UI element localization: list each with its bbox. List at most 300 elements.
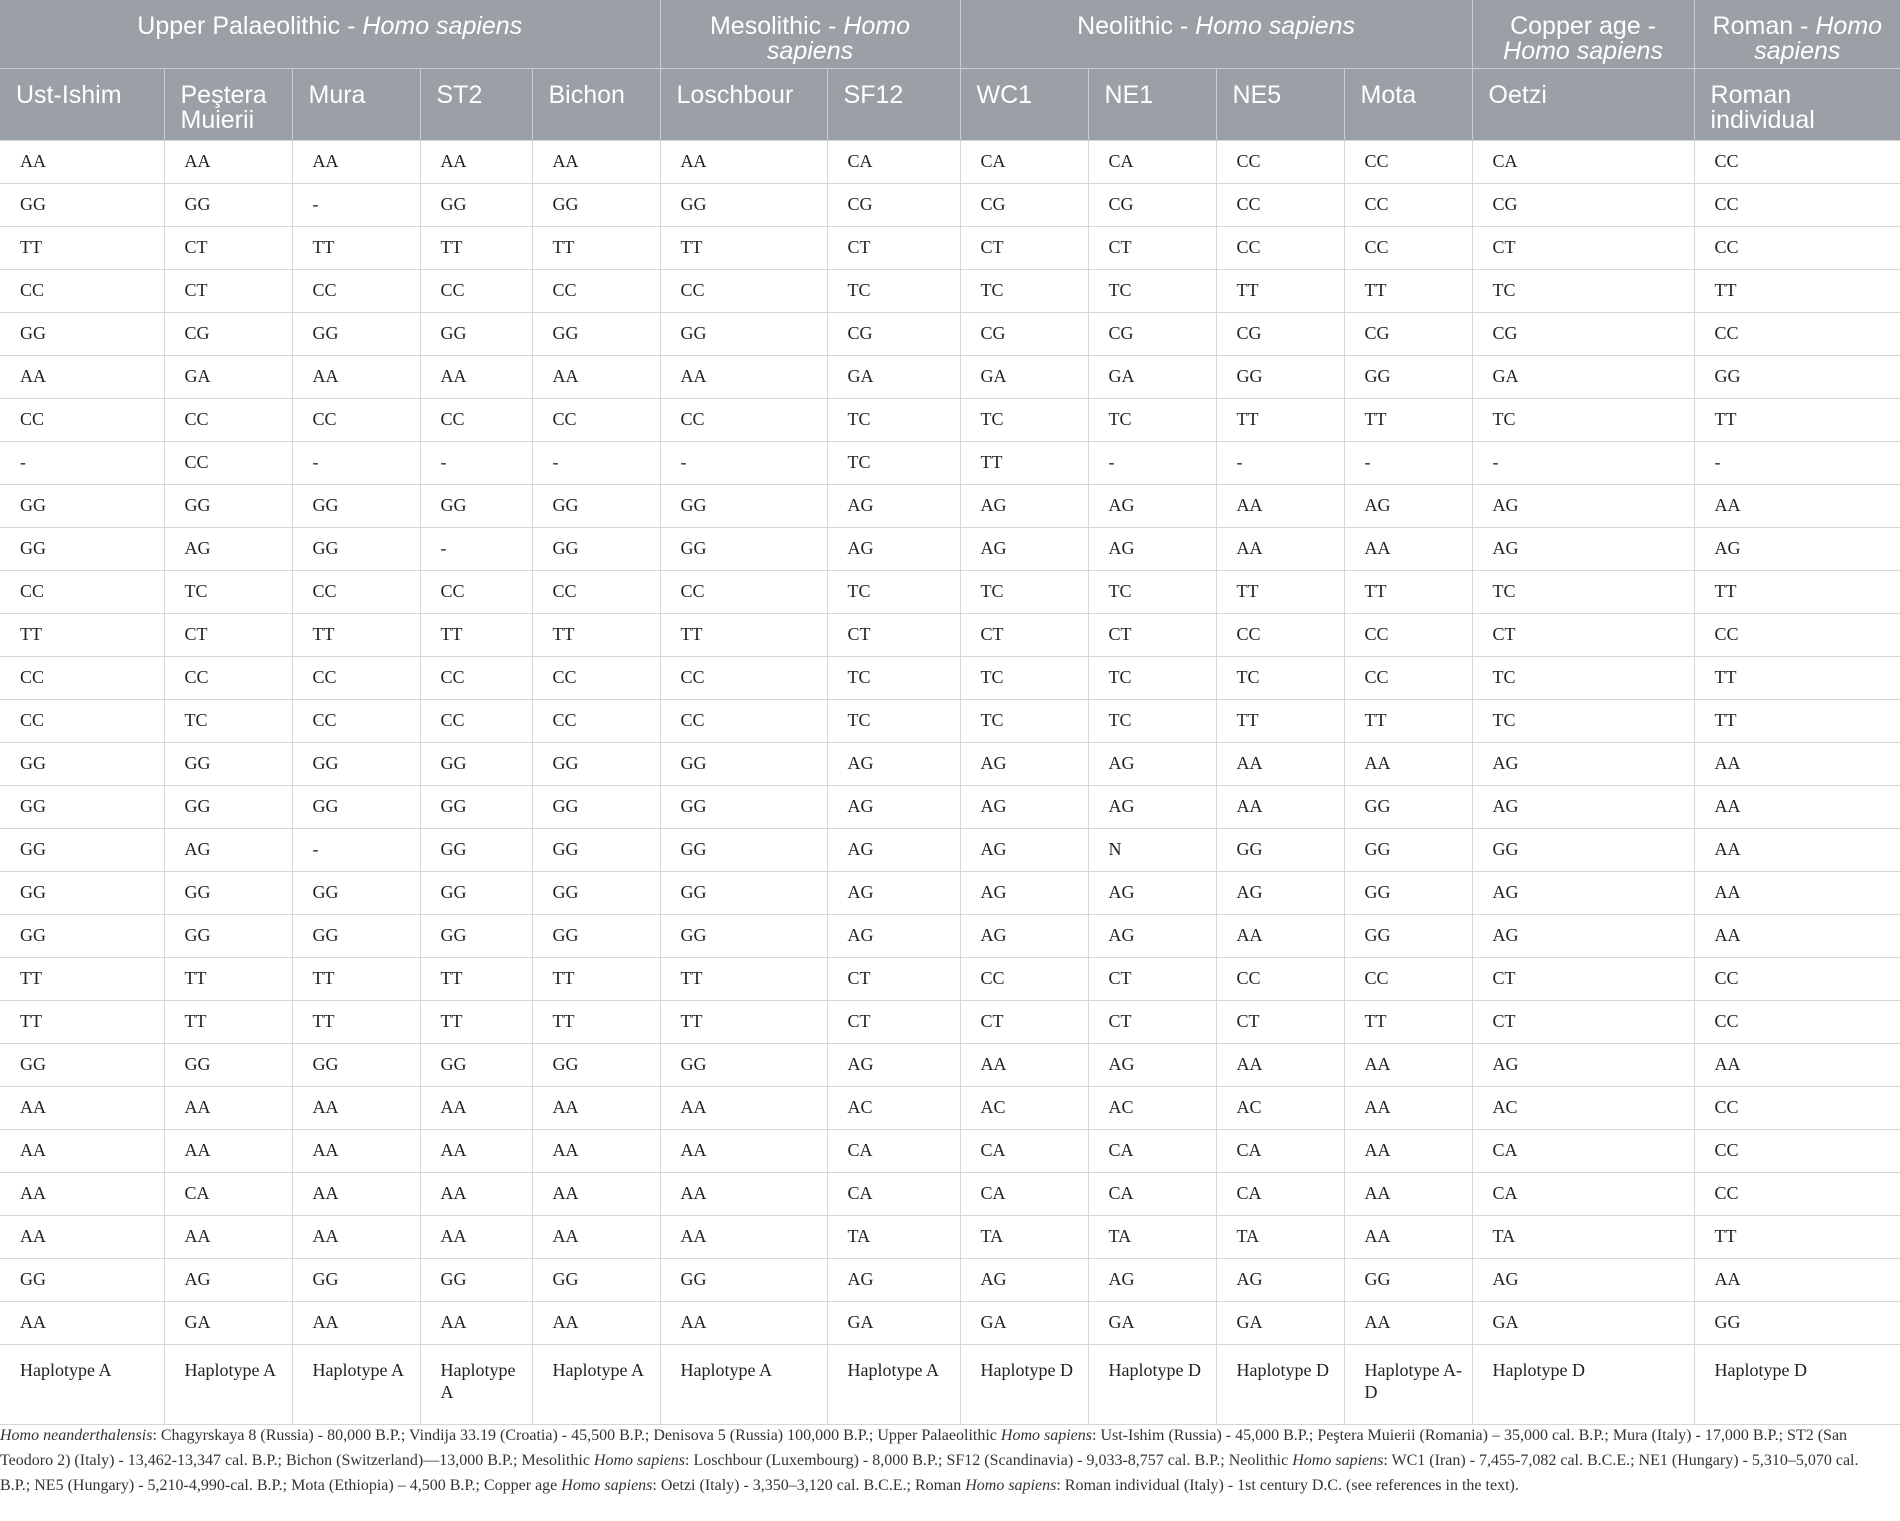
genotype-cell: TC bbox=[827, 441, 960, 484]
genotype-cell: AA bbox=[1694, 871, 1900, 914]
genotype-cell: CC bbox=[1694, 1086, 1900, 1129]
genotype-cell: AA bbox=[420, 355, 532, 398]
genotype-cell: GG bbox=[164, 871, 292, 914]
genotype-cell: GG bbox=[420, 871, 532, 914]
species-name: Homo sapiens bbox=[362, 12, 523, 40]
genotype-cell: AC bbox=[827, 1086, 960, 1129]
genotype-cell: CC bbox=[1216, 183, 1344, 226]
genotype-cell: AA bbox=[1216, 785, 1344, 828]
period-name: Roman - bbox=[1712, 12, 1816, 40]
genotype-cell: AA bbox=[420, 1301, 532, 1344]
genotype-cell: GG bbox=[1694, 355, 1900, 398]
table-row bbox=[0, 1043, 1900, 1086]
genotype-cell: GG bbox=[660, 914, 827, 957]
genotype-cell: TC bbox=[827, 656, 960, 699]
genotype-cell: AG bbox=[1216, 1258, 1344, 1301]
genotype-cell: GA bbox=[1472, 355, 1694, 398]
column-header: SF12 bbox=[827, 68, 960, 140]
genotype-cell: AA bbox=[0, 1172, 164, 1215]
genotype-cell: CT bbox=[164, 226, 292, 269]
genotype-cell: TT bbox=[164, 1000, 292, 1043]
genotype-cell: CC bbox=[1694, 140, 1900, 183]
genotype-cell: TC bbox=[1472, 570, 1694, 613]
genotype-cell: TC bbox=[1088, 699, 1216, 742]
genotype-cell: AA bbox=[292, 1215, 420, 1258]
genotype-cell: GG bbox=[420, 1043, 532, 1086]
genotype-cell: AA bbox=[0, 1086, 164, 1129]
genotype-cell: TC bbox=[960, 656, 1088, 699]
period-name: Copper age - bbox=[1510, 12, 1657, 40]
genotype-cell: AA bbox=[532, 140, 660, 183]
genotype-cell: - bbox=[660, 441, 827, 484]
genotype-cell: CG bbox=[1088, 312, 1216, 355]
haplotype-cell: Haplotype A bbox=[164, 1344, 292, 1424]
genotype-cell: AA bbox=[1216, 527, 1344, 570]
genotype-cell: TT bbox=[960, 441, 1088, 484]
genotype-cell: GG bbox=[164, 785, 292, 828]
genotype-cell: GG bbox=[164, 484, 292, 527]
genotype-cell: GG bbox=[0, 484, 164, 527]
genotype-cell: AA bbox=[292, 355, 420, 398]
period-name: Neolithic - bbox=[1077, 12, 1196, 40]
genotype-cell: GG bbox=[292, 742, 420, 785]
genotype-cell: GG bbox=[292, 527, 420, 570]
genotype-cell: AA bbox=[0, 1215, 164, 1258]
genotype-cell: AG bbox=[164, 828, 292, 871]
genotype-cell: CT bbox=[1088, 613, 1216, 656]
genotype-cell: TT bbox=[1344, 398, 1472, 441]
genotype-cell: AA bbox=[660, 140, 827, 183]
column-header: NE1 bbox=[1088, 68, 1216, 140]
genotype-cell: CC bbox=[1216, 613, 1344, 656]
genotype-cell: CC bbox=[1344, 140, 1472, 183]
genotype-cell: CC bbox=[1216, 140, 1344, 183]
genotype-cell: AA bbox=[1216, 1043, 1344, 1086]
period-group-header bbox=[0, 0, 660, 68]
genotype-cell: GG bbox=[532, 1258, 660, 1301]
genotype-cell: AA bbox=[1694, 1043, 1900, 1086]
genotype-cell: AA bbox=[1694, 484, 1900, 527]
genotype-cell: CC bbox=[1694, 613, 1900, 656]
genotype-cell: GG bbox=[532, 828, 660, 871]
genotype-cell: GG bbox=[292, 785, 420, 828]
genotype-cell: CT bbox=[1472, 1000, 1694, 1043]
genotype-cell: TT bbox=[292, 1000, 420, 1043]
genotype-cell: AA bbox=[0, 140, 164, 183]
genotype-cell: GG bbox=[0, 1258, 164, 1301]
genotype-cell: GG bbox=[1344, 871, 1472, 914]
genotype-cell: GG bbox=[1216, 355, 1344, 398]
genotype-cell: AG bbox=[1088, 527, 1216, 570]
genotype-cell: CC bbox=[164, 441, 292, 484]
genotype-cell: - bbox=[1472, 441, 1694, 484]
genotype-cell: GA bbox=[1472, 1301, 1694, 1344]
genotype-cell: CT bbox=[827, 957, 960, 1000]
genotype-cell: CG bbox=[827, 183, 960, 226]
genotype-cell: AG bbox=[1472, 785, 1694, 828]
individual-header-row bbox=[0, 68, 1900, 140]
period-group-header bbox=[1694, 0, 1900, 68]
table-row bbox=[0, 1129, 1900, 1172]
haplotype-cell: Haplotype A-D bbox=[1344, 1344, 1472, 1424]
genotype-cell: GG bbox=[1344, 914, 1472, 957]
genotype-cell: AG bbox=[960, 484, 1088, 527]
column-header: Ust-Ishim bbox=[0, 68, 164, 140]
genotype-cell: GG bbox=[292, 1043, 420, 1086]
genotype-cell: AA bbox=[420, 1215, 532, 1258]
genotype-cell: GG bbox=[660, 183, 827, 226]
genotype-cell: TT bbox=[532, 613, 660, 656]
genotype-cell: AG bbox=[960, 785, 1088, 828]
period-group-row bbox=[0, 0, 1900, 68]
genotype-cell: CC bbox=[0, 570, 164, 613]
genotype-cell: AA bbox=[292, 1301, 420, 1344]
genotype-cell: CT bbox=[960, 613, 1088, 656]
genotype-cell: AA bbox=[1216, 742, 1344, 785]
table-row bbox=[0, 656, 1900, 699]
genotype-cell: AA bbox=[532, 1129, 660, 1172]
genotype-cell: GA bbox=[1088, 355, 1216, 398]
genotype-cell: TT bbox=[292, 226, 420, 269]
footnote-italic-term: Homo sapiens bbox=[1000, 1427, 1092, 1444]
haplotype-cell: Haplotype D bbox=[1694, 1344, 1900, 1424]
genotype-cell: AG bbox=[164, 527, 292, 570]
genotype-cell: TT bbox=[1694, 570, 1900, 613]
genotype-cell: AC bbox=[1088, 1086, 1216, 1129]
genotype-cell: CC bbox=[1694, 1129, 1900, 1172]
genotype-cell: CT bbox=[1088, 957, 1216, 1000]
genotype-cell: GG bbox=[292, 1258, 420, 1301]
column-header: Mota bbox=[1344, 68, 1472, 140]
genotype-cell: CT bbox=[827, 613, 960, 656]
haplotype-cell: Haplotype D bbox=[960, 1344, 1088, 1424]
genotype-cell: CC bbox=[164, 656, 292, 699]
genotype-cell: TT bbox=[1694, 1215, 1900, 1258]
genotype-cell: - bbox=[420, 441, 532, 484]
haplotype-cell: Haplotype A bbox=[292, 1344, 420, 1424]
genotype-cell: TC bbox=[1472, 656, 1694, 699]
genotype-cell: CC bbox=[292, 269, 420, 312]
genotype-cell: AA bbox=[532, 1215, 660, 1258]
genotype-cell: GA bbox=[1216, 1301, 1344, 1344]
genotype-cell: TT bbox=[164, 957, 292, 1000]
genotype-cell: GG bbox=[532, 183, 660, 226]
genotype-cell: CA bbox=[827, 140, 960, 183]
genotype-cell: - bbox=[1694, 441, 1900, 484]
genotype-cell: TT bbox=[1216, 269, 1344, 312]
genotype-cell: AA bbox=[532, 1172, 660, 1215]
genotype-cell: CC bbox=[660, 656, 827, 699]
genotype-cell: AA bbox=[1344, 1086, 1472, 1129]
genotype-cell: GG bbox=[420, 183, 532, 226]
genotype-cell: TT bbox=[532, 957, 660, 1000]
table-row bbox=[0, 742, 1900, 785]
genotype-cell: CC bbox=[1694, 957, 1900, 1000]
table-body bbox=[0, 140, 1900, 1424]
genotype-cell: GG bbox=[292, 484, 420, 527]
genotype-cell: CA bbox=[1472, 140, 1694, 183]
genotype-cell: AA bbox=[420, 1129, 532, 1172]
footnote-text: : Oetzi (Italy) - 3,350–3,120 cal. B.C.E.; Roman bbox=[652, 1477, 966, 1494]
genotype-cell: TT bbox=[1344, 570, 1472, 613]
genotype-cell: - bbox=[292, 183, 420, 226]
footnote-text: : Ust-Ishim (Russia) - 45,000 B.P.; Peştera Muierii (Romania) – 35,000 cal. B.P.; Mura (Italy) - 17,000 B.P.; ST2 (San Teodoro 2) (Italy) - 13,462-13,347 cal. B.P.; Bichon (Switzerland)—13,000 B.P.; Mesolithic bbox=[0, 1427, 1848, 1469]
genotype-cell: CC bbox=[532, 699, 660, 742]
genotype-cell: GA bbox=[164, 1301, 292, 1344]
genotype-cell: GG bbox=[164, 183, 292, 226]
genotype-cell: CC bbox=[420, 398, 532, 441]
genotype-cell: TT bbox=[1344, 699, 1472, 742]
table-row bbox=[0, 785, 1900, 828]
genotype-cell: AA bbox=[532, 1086, 660, 1129]
genotype-cell: N bbox=[1088, 828, 1216, 871]
genotype-cell: GG bbox=[660, 1258, 827, 1301]
genotype-cell: TC bbox=[1472, 699, 1694, 742]
genotype-cell: GG bbox=[1344, 1258, 1472, 1301]
table-row bbox=[0, 140, 1900, 183]
genotype-cell: GG bbox=[0, 828, 164, 871]
genotype-cell: GG bbox=[420, 742, 532, 785]
genotype-cell: TC bbox=[164, 570, 292, 613]
genotype-cell: AA bbox=[660, 1172, 827, 1215]
genotype-cell: CT bbox=[827, 226, 960, 269]
genotype-cell: AG bbox=[1088, 484, 1216, 527]
genotype-cell: CG bbox=[960, 183, 1088, 226]
genotype-cell: CT bbox=[1472, 957, 1694, 1000]
genotype-cell: AG bbox=[1088, 1258, 1216, 1301]
genotype-cell: CA bbox=[1472, 1172, 1694, 1215]
genotype-cell: TT bbox=[0, 613, 164, 656]
genotype-cell: GG bbox=[532, 527, 660, 570]
genotype-cell: AG bbox=[827, 871, 960, 914]
species-name: Homo sapiens bbox=[766, 12, 911, 65]
genotype-cell: CC bbox=[1694, 312, 1900, 355]
genotype-cell: AG bbox=[960, 871, 1088, 914]
genotype-cell: GG bbox=[420, 914, 532, 957]
species-name: Homo sapiens bbox=[1754, 12, 1883, 65]
genotype-cell: GA bbox=[164, 355, 292, 398]
column-header: Bichon bbox=[532, 68, 660, 140]
genotype-cell: CG bbox=[164, 312, 292, 355]
table-row bbox=[0, 527, 1900, 570]
period-group-header bbox=[960, 0, 1472, 68]
period-name: Upper Palaeolithic - bbox=[137, 12, 363, 40]
genotype-cell: CT bbox=[164, 269, 292, 312]
genotype-cell: GG bbox=[164, 1043, 292, 1086]
genotype-cell: CT bbox=[1472, 613, 1694, 656]
genotype-cell: CA bbox=[960, 140, 1088, 183]
genotype-cell: TC bbox=[827, 570, 960, 613]
footnote-text: : Chagyrskaya 8 (Russia) - 80,000 B.P.; Vindija 33.19 (Croatia) - 45,500 B.P.; Denisova 5 (Russia) 100,000 B.P.; Upper Palaeolithic bbox=[152, 1427, 1001, 1444]
genotype-cell: AA bbox=[292, 140, 420, 183]
genotype-cell: - bbox=[292, 441, 420, 484]
genotype-cell: GG bbox=[0, 914, 164, 957]
genotype-cell: CC bbox=[660, 269, 827, 312]
footnote-italic-term: Homo neanderthalensis bbox=[0, 1427, 153, 1444]
genotype-cell: GA bbox=[1088, 1301, 1216, 1344]
genotype-cell: TC bbox=[827, 398, 960, 441]
genotype-cell: TT bbox=[420, 957, 532, 1000]
genotype-cell: CC bbox=[164, 398, 292, 441]
haplotype-cell: Haplotype A bbox=[827, 1344, 960, 1424]
haplotype-cell: Haplotype A bbox=[532, 1344, 660, 1424]
genotype-cell: TT bbox=[1344, 269, 1472, 312]
genotype-cell: AA bbox=[164, 140, 292, 183]
column-header: ST2 bbox=[420, 68, 532, 140]
genotype-cell: GG bbox=[1216, 828, 1344, 871]
genotype-cell: AA bbox=[660, 1086, 827, 1129]
genotype-cell: CC bbox=[532, 656, 660, 699]
genotype-cell: TT bbox=[420, 226, 532, 269]
genotype-cell: AG bbox=[1472, 484, 1694, 527]
haplotype-cell: Haplotype D bbox=[1472, 1344, 1694, 1424]
genotype-cell: GG bbox=[420, 312, 532, 355]
genotype-cell: TT bbox=[660, 226, 827, 269]
genotype-cell: GG bbox=[1472, 828, 1694, 871]
genotype-cell: TC bbox=[960, 398, 1088, 441]
genotype-cell: AG bbox=[1088, 871, 1216, 914]
genotype-cell: TC bbox=[1088, 656, 1216, 699]
column-header: Mura bbox=[292, 68, 420, 140]
genotype-cell: AA bbox=[960, 1043, 1088, 1086]
genotype-cell: - bbox=[1088, 441, 1216, 484]
genotype-cell: AG bbox=[960, 914, 1088, 957]
genotype-cell: GG bbox=[1344, 355, 1472, 398]
genotype-cell: CG bbox=[1472, 183, 1694, 226]
genotype-cell: CT bbox=[960, 226, 1088, 269]
genotype-cell: AA bbox=[1216, 914, 1344, 957]
genotype-cell: AA bbox=[164, 1215, 292, 1258]
genotype-cell: - bbox=[1344, 441, 1472, 484]
genotype-cell: TT bbox=[660, 957, 827, 1000]
genotype-cell: CG bbox=[1088, 183, 1216, 226]
genotype-cell: GA bbox=[827, 1301, 960, 1344]
genotype-cell: CC bbox=[660, 398, 827, 441]
genotype-cell: AG bbox=[1088, 785, 1216, 828]
table-row bbox=[0, 613, 1900, 656]
genotype-cell: GG bbox=[660, 785, 827, 828]
genotype-cell: CC bbox=[1694, 1000, 1900, 1043]
genotype-cell: TC bbox=[164, 699, 292, 742]
genotype-cell: CA bbox=[960, 1129, 1088, 1172]
genotype-cell: AG bbox=[960, 742, 1088, 785]
genotype-cell: AG bbox=[827, 527, 960, 570]
table-row bbox=[0, 398, 1900, 441]
genotype-cell: TT bbox=[1344, 1000, 1472, 1043]
genotype-cell: TT bbox=[1216, 699, 1344, 742]
genotype-cell: AA bbox=[1694, 742, 1900, 785]
genotype-cell: AA bbox=[0, 1301, 164, 1344]
genotype-cell: CA bbox=[827, 1172, 960, 1215]
genotype-cell: CT bbox=[1216, 1000, 1344, 1043]
genotype-cell: CC bbox=[1216, 957, 1344, 1000]
footnote-text: : WC1 (Iran) - 7,455-7,082 cal. B.C.E.; NE1 (Hungary) - 5,310–5,070 cal. B.P.; NE5 (Hungary) - 5,210-4,990-cal. B.P.; Mota (Ethiopia) – 4,500 B.P.; Copper age bbox=[0, 1452, 1859, 1494]
genotype-cell: GG bbox=[0, 527, 164, 570]
table-footnote bbox=[0, 1423, 1890, 1498]
genotype-cell: CA bbox=[1088, 1172, 1216, 1215]
genotype-cell: CC bbox=[660, 699, 827, 742]
genotype-cell: AG bbox=[164, 1258, 292, 1301]
genotype-cell: CC bbox=[1216, 226, 1344, 269]
table-row bbox=[0, 871, 1900, 914]
genotype-cell: AG bbox=[827, 1258, 960, 1301]
genotype-cell: GG bbox=[532, 1043, 660, 1086]
haplotype-cell: Haplotype A bbox=[420, 1344, 532, 1424]
genotype-cell: GA bbox=[827, 355, 960, 398]
genotype-cell: TT bbox=[1694, 269, 1900, 312]
genotype-cell: CC bbox=[1694, 183, 1900, 226]
period-name: Mesolithic - bbox=[709, 12, 844, 40]
genotype-cell: TC bbox=[1216, 656, 1344, 699]
genotype-cell: GG bbox=[532, 785, 660, 828]
footnote-italic-term: Homo sapiens bbox=[561, 1477, 653, 1494]
genotype-cell: TT bbox=[1216, 570, 1344, 613]
genotype-cell: CC bbox=[420, 570, 532, 613]
genotype-cell: CA bbox=[1088, 140, 1216, 183]
genotype-cell: CT bbox=[960, 1000, 1088, 1043]
table-row bbox=[0, 1301, 1900, 1344]
genotype-cell: CT bbox=[1088, 1000, 1216, 1043]
genotype-cell: CC bbox=[0, 656, 164, 699]
period-group-header bbox=[660, 0, 960, 68]
genotype-cell: CT bbox=[164, 613, 292, 656]
genotype-cell: AA bbox=[1216, 484, 1344, 527]
genotype-cell: GG bbox=[1694, 1301, 1900, 1344]
column-header: Loschbour bbox=[660, 68, 827, 140]
genotype-cell: TC bbox=[1088, 570, 1216, 613]
genotype-cell: TC bbox=[1088, 398, 1216, 441]
genotype-cell: AG bbox=[1472, 914, 1694, 957]
genotype-cell: CT bbox=[827, 1000, 960, 1043]
table-row bbox=[0, 699, 1900, 742]
species-name: Homo sapiens bbox=[1503, 37, 1663, 65]
genotype-cell: AG bbox=[1472, 1043, 1694, 1086]
genotype-cell: AG bbox=[960, 828, 1088, 871]
haplotype-row bbox=[0, 1344, 1900, 1424]
genotype-cell: TC bbox=[1088, 269, 1216, 312]
genotype-cell: TC bbox=[827, 269, 960, 312]
genotype-cell: CT bbox=[1088, 226, 1216, 269]
table-row bbox=[0, 1086, 1900, 1129]
table-row bbox=[0, 312, 1900, 355]
genotype-cell: AA bbox=[660, 1215, 827, 1258]
genotype-cell: AG bbox=[1088, 1043, 1216, 1086]
column-header: Roman individual bbox=[1694, 68, 1900, 140]
table-row bbox=[0, 226, 1900, 269]
genotype-cell: AA bbox=[1344, 1043, 1472, 1086]
genotype-cell: AA bbox=[0, 355, 164, 398]
genotype-cell: AA bbox=[1344, 1172, 1472, 1215]
genotype-cell: GG bbox=[292, 871, 420, 914]
table-row bbox=[0, 828, 1900, 871]
genotype-cell: TT bbox=[1694, 699, 1900, 742]
haplotype-cell: Haplotype A bbox=[660, 1344, 827, 1424]
genotype-cell: AG bbox=[827, 1043, 960, 1086]
genotype-cell: AA bbox=[292, 1172, 420, 1215]
table-row bbox=[0, 1172, 1900, 1215]
genotype-cell: AG bbox=[1088, 914, 1216, 957]
genotype-cell: TT bbox=[0, 957, 164, 1000]
genotype-cell: CG bbox=[1344, 312, 1472, 355]
genotype-cell: GG bbox=[292, 914, 420, 957]
genotype-cell: AA bbox=[1694, 828, 1900, 871]
genotype-cell: CG bbox=[1216, 312, 1344, 355]
genotype-cell: - bbox=[420, 527, 532, 570]
genotype-cell: AA bbox=[164, 1086, 292, 1129]
table-row bbox=[0, 1258, 1900, 1301]
genotype-cell: CC bbox=[532, 570, 660, 613]
species-name: Homo sapiens bbox=[1195, 12, 1355, 40]
